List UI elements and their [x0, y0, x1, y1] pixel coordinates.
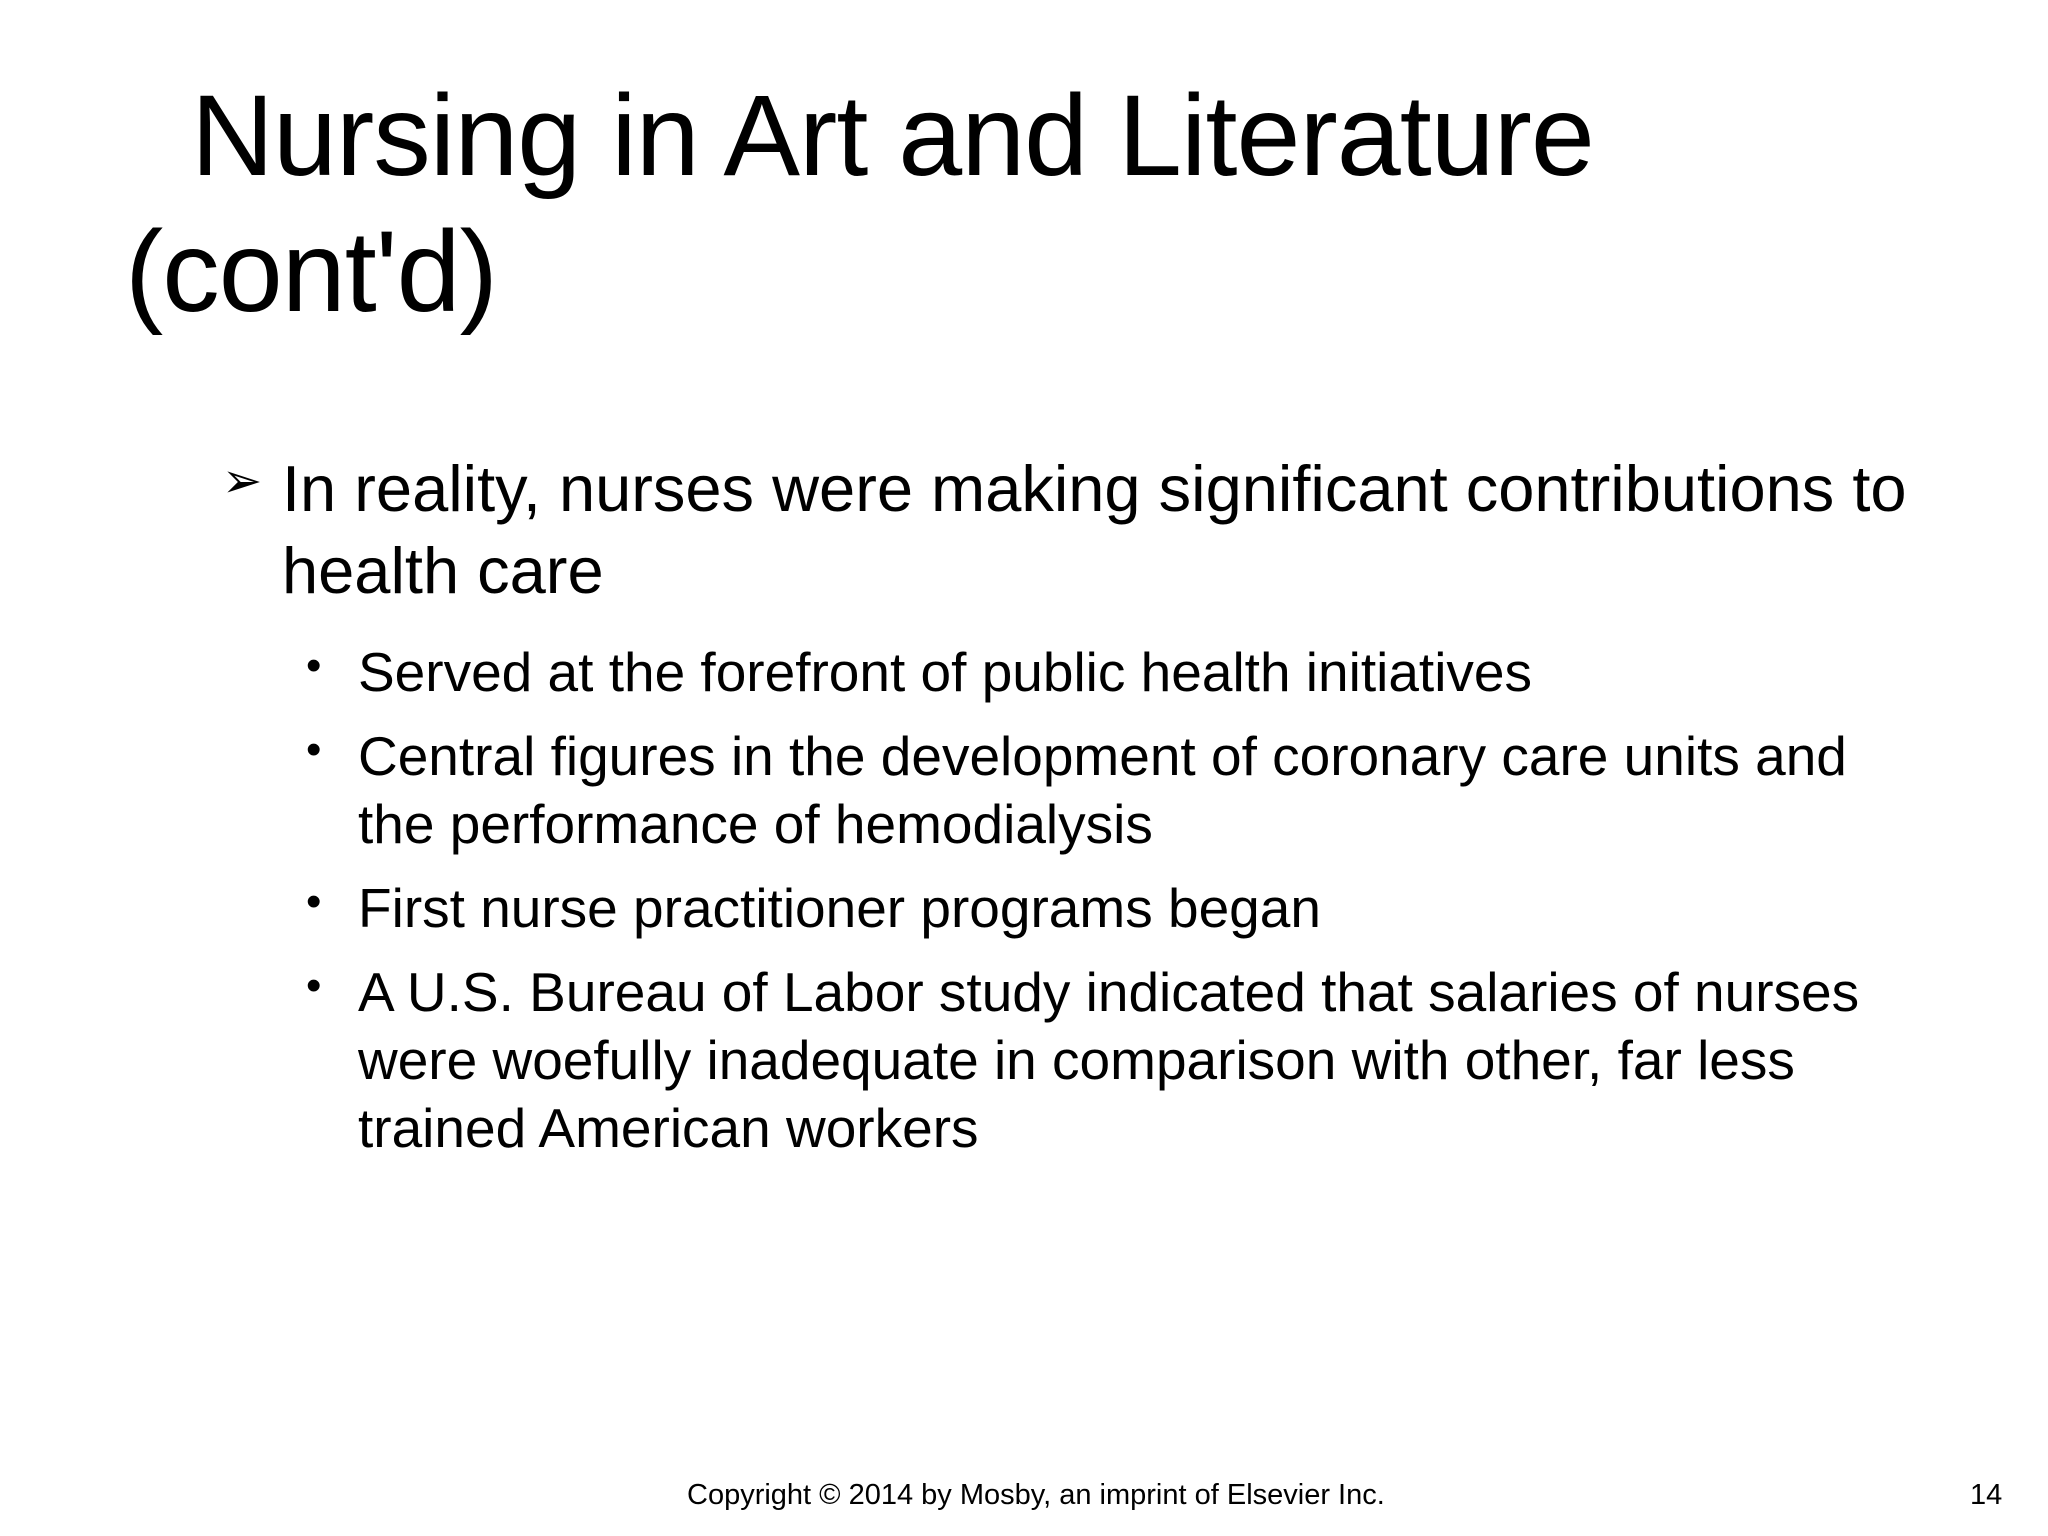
slide-title-line1: Nursing in Art and Literature	[191, 72, 1594, 200]
sub-bullet-text: A U.S. Bureau of Labor study indicated that salaries of nurses were woefully inadequate in comparison with other, far less trained American workers	[358, 961, 1860, 1159]
slide-title	[125, 68, 1925, 340]
sub-bullet	[306, 722, 1918, 858]
dot-bullet-icon: •	[306, 961, 322, 1010]
dot-bullet-icon: •	[306, 877, 322, 926]
slide-title-line2: (cont'd)	[125, 208, 497, 336]
sub-bullet-text: Served at the forefront of public health initiatives	[358, 641, 1533, 703]
sub-bullet-text: First nurse practitioner programs began	[358, 877, 1321, 939]
dot-bullet-icon: •	[306, 641, 322, 690]
copyright-notice: Copyright © 2014 by Mosby, an imprint of Elsevier Inc.	[687, 1479, 1385, 1511]
main-bullet	[222, 448, 1982, 612]
dot-bullet-icon: •	[306, 725, 322, 774]
sub-bullet-list	[222, 638, 1982, 1162]
page-number: 14	[1970, 1479, 2003, 1511]
main-bullet-text: In reality, nurses were making significant contributions to health care	[282, 452, 1907, 607]
sub-bullet-text: Central figures in the development of coronary care units and the performance of hemodialysis	[358, 725, 1847, 855]
sub-bullet	[306, 958, 1878, 1162]
sub-bullet	[306, 638, 1578, 706]
arrow-bullet-icon: ➢	[222, 455, 263, 508]
sub-bullet	[306, 874, 1578, 942]
slide-content	[222, 448, 1982, 1178]
